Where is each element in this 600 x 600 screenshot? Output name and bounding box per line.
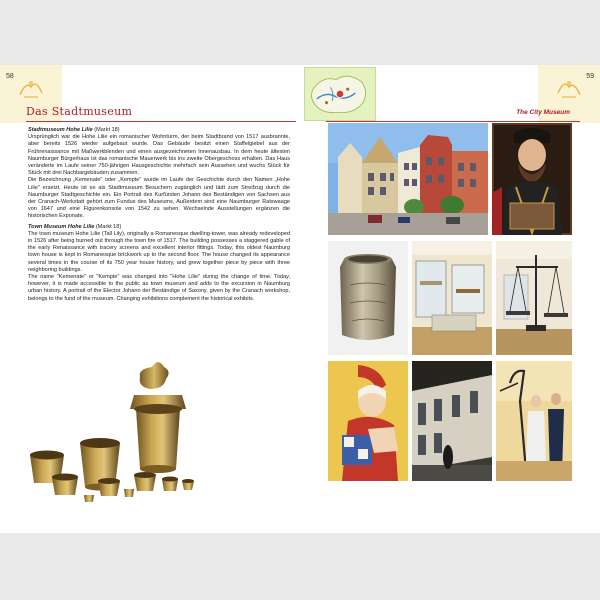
scale-ornament-icon: [556, 77, 582, 99]
english-paragraph-1: The town museum Hohe Lilie (Tall Lily), originally a Romanesque dwelling-tower, was already redeveloped in 1526 after being burned out through the town fire of 1517. The building possesses a staggered gable of the early Renaissance with tracery screens and excellent interior fittings. Today, this oldest Naumburg town house is kept in Romanesque brickwork up to the second floor. The house changed its appearance several times in the course of its 750 year house history, and grew together piece by piece with three neighboring buildings.: [28, 230, 290, 273]
section-title-english: The City Museum: [516, 109, 570, 116]
locator-map-icon: [304, 67, 376, 121]
german-heading-ref: (Markt 18): [94, 127, 120, 133]
museum-visitors-photo: [496, 361, 572, 481]
english-paragraph-2: The name "Kemenate" or "Kempte" was changed into "Hohe Lilie" during the change of time. Today, however, it is made accessible to the public as town museum and adds to the excursion in Naumburg urban history. A portrait of the Elector Johann der Beständige of Saxony, given by the Cranach workshop, belongs to the fund of the museum. Changing exhibitions complement the historical exhibits.: [28, 274, 290, 302]
cranach-portrait-photo: [492, 123, 572, 235]
pewter-jug-photo: [328, 241, 408, 355]
german-heading: [28, 127, 290, 134]
title-rule: [26, 121, 296, 122]
page-number-right: 59: [586, 73, 594, 80]
section-title: Das Stadtmuseum: [26, 105, 133, 118]
german-paragraph-2: Die Bezeichnung „Kemenate" oder „Kempte" wurde im Laufe der Geschichte durch den Namen „Hohe Lilie" ersetzt. Heute ist es als Stadtmuseum Besuchern zugänglich und lädt zum Streifzug durch die Naumburger Stadtgeschichte ein. Ein Portrait des Kurfürsten Johann des Beständigen von Sachsen aus der Cranach-Werkstatt gehört zum Fundus des Museums, Außerdem sind eine Naumburger Ratswaage von 1647 und eine Figurenkonsole von 1542 zu sehen. Wechselnde Ausstellungen ergänzen die historischen Exponate.: [28, 177, 290, 220]
page-number-left: 58: [6, 73, 14, 80]
exhibition-room-photo: [412, 241, 492, 355]
title-rule: [326, 121, 580, 122]
article-text: [28, 127, 290, 303]
bronze-weights-photo: [24, 355, 214, 525]
town-scale-photo: [496, 241, 572, 355]
german-paragraph-1: Ursprünglich war die Hohe Lilie ein romanischer Wohnturm, der beim Stadtbrand von 1517 ausbrannte, aber bereits 1526 wieder aufgebaut wurde. Das Gebäude besitzt einen Staffelgiebel aus der Frührenaissance mit Maßwerkblenden und einen ausgezeichneten Innenausbau. In dem heute ältesten Naumburger Bürgerhaus ist das romanische Mauerwerk bis ins zweite Obergeschoss erhalten. Das Haus veränderte im Laufe seiner 750-jährigen Hausgeschichte mehrfach sein Aussehen und wuchs Stück für Stück mit drei Nachbargebäuden zusammen.: [28, 134, 290, 177]
market-square-photo: [328, 123, 488, 235]
scale-ornament-icon: [18, 77, 44, 99]
english-heading-ref: (Markt 18): [95, 223, 122, 230]
street-facade-photo: [412, 361, 492, 481]
english-heading: [28, 224, 290, 231]
figure-console-photo: [328, 361, 408, 481]
german-heading-title: Stadtmuseum Hohe Lilie: [28, 127, 93, 133]
english-heading-title: Town Museum Hohe Lilie: [28, 223, 95, 230]
left-page: [0, 65, 300, 533]
book-spread: [0, 65, 600, 533]
right-page: [300, 65, 600, 533]
